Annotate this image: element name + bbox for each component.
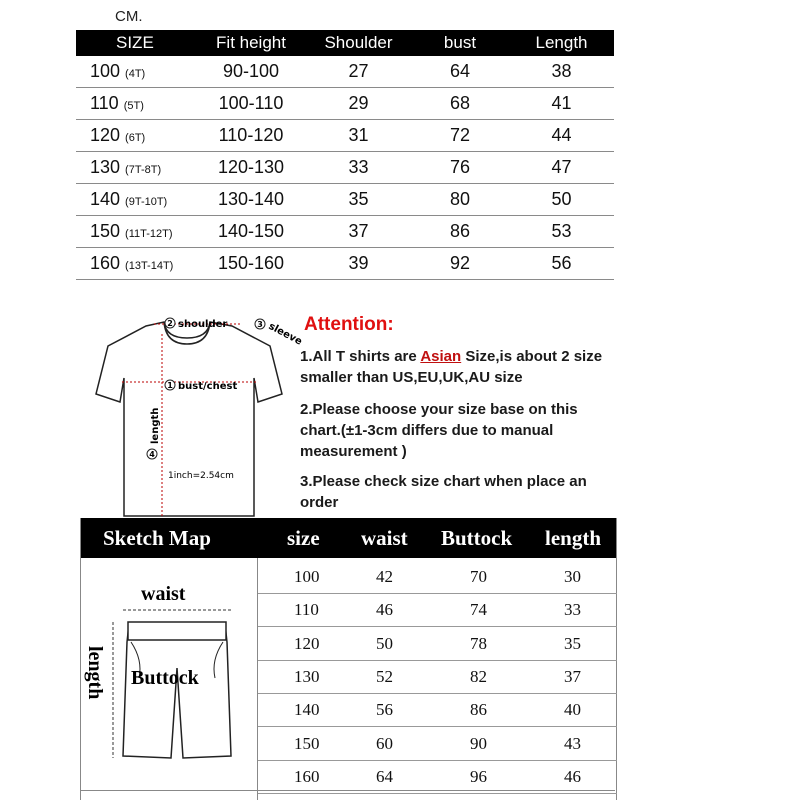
length-cell: 33: [564, 600, 581, 620]
buttock-cell: 74: [470, 600, 487, 620]
size-cell: 150: [294, 733, 320, 753]
waist-label: waist: [141, 583, 186, 605]
attention-item-3: 3.Please check size chart when place an order: [300, 473, 587, 511]
length-cell: 37: [564, 666, 581, 686]
sleeve-label: sleeve: [266, 320, 304, 348]
size-value: 100: [90, 61, 121, 81]
table-row: [258, 560, 617, 594]
attention-item-1-text: 1.All T shirts are: [300, 348, 421, 365]
table-row: [76, 152, 614, 184]
table-bottom-border: [80, 790, 615, 791]
header-bust: bust: [411, 30, 509, 56]
waist-cell: 50: [376, 633, 393, 653]
table-header-row: [76, 30, 614, 56]
header-size: SIZE: [76, 30, 196, 56]
size-value: 150: [90, 221, 121, 241]
table-row: [258, 660, 617, 694]
size-cell: 110: [294, 600, 319, 620]
bust-cell: 76: [411, 152, 509, 184]
shorts-waistband: [128, 622, 226, 640]
unit-label: CM.: [115, 8, 143, 25]
table-row: [76, 88, 614, 120]
table-row: [258, 727, 617, 761]
table-row: [258, 760, 617, 794]
buttock-label: Buttock: [131, 667, 199, 689]
fit-height-cell: 110-120: [196, 120, 306, 152]
header-size: size: [287, 526, 320, 550]
marker-2-num: 2: [167, 319, 173, 328]
table-row: [76, 184, 614, 216]
shoulder-cell: 37: [306, 216, 411, 248]
size-cell: 100: [294, 567, 320, 586]
buttock-cell: 70: [470, 567, 487, 586]
fit-height-cell: 130-140: [196, 184, 306, 216]
shoulder-label: shoulder: [178, 319, 228, 330]
size-cell: 120: [294, 633, 320, 653]
buttock-cell: 78: [470, 633, 487, 653]
shorts-length-label: length: [84, 646, 106, 700]
size-cell: [76, 120, 196, 152]
marker-4-num: 4: [149, 450, 155, 459]
length-cell: 35: [564, 633, 581, 653]
attention-item-1: [300, 346, 620, 388]
attention-item-1-rest: Size,is about 2 size smaller than US,EU,UK,AU size: [300, 348, 603, 386]
table-row: [76, 120, 614, 152]
length-cell: 30: [564, 567, 581, 586]
buttock-cell: 82: [470, 666, 487, 686]
fit-height-cell: 100-110: [196, 88, 306, 120]
age-value: (9T-10T): [125, 196, 168, 208]
size-cell: [76, 56, 196, 88]
header-length: Length: [509, 30, 614, 56]
size-cell: [76, 152, 196, 184]
marker-3-num: 3: [257, 320, 263, 329]
bust-cell: 68: [411, 88, 509, 120]
age-value: (7T-8T): [125, 164, 162, 176]
header-fit-height: Fit height: [196, 30, 306, 56]
table-row: [258, 693, 617, 727]
size-cell: 160: [294, 766, 320, 786]
age-value: (6T): [125, 132, 146, 144]
size-cell: [76, 88, 196, 120]
shorts-outline: [123, 624, 231, 758]
size-value: 130: [90, 157, 121, 177]
buttock-cell: 96: [470, 766, 487, 786]
header-buttock: Buttock: [441, 526, 513, 550]
tshirt-size-table: [76, 30, 614, 280]
table-row: [76, 216, 614, 248]
table-row: [258, 593, 617, 627]
shorts-size-table: [80, 518, 617, 800]
length-cell: 53: [509, 216, 614, 248]
size-value: 120: [90, 125, 121, 145]
shoulder-cell: 31: [306, 120, 411, 152]
tshirt-sketch: [82, 316, 304, 521]
size-cell: [76, 184, 196, 216]
fit-height-cell: 150-160: [196, 248, 306, 280]
length-cell: 56: [509, 248, 614, 280]
size-value: 160: [90, 253, 121, 273]
shorts-size-grid: [257, 558, 617, 800]
table-row: [76, 56, 614, 88]
header-waist: waist: [361, 526, 408, 550]
marker-1-num: 1: [167, 381, 173, 390]
waist-cell: 42: [376, 567, 393, 586]
shoulder-cell: 35: [306, 184, 411, 216]
attention-title: Attention:: [304, 314, 394, 335]
size-value: 140: [90, 189, 121, 209]
age-value: (13T-14T): [125, 260, 174, 272]
length-cell: 50: [509, 184, 614, 216]
attention-item-2: 2.Please choose your size base on this chart.(±1-3cm differs due to manual measurement ): [300, 401, 578, 460]
waist-cell: 46: [376, 600, 393, 620]
buttock-cell: 90: [470, 733, 487, 753]
fit-height-cell: 90-100: [196, 56, 306, 88]
age-value: (11T-12T): [125, 228, 173, 240]
shorts-table-header: [81, 518, 616, 558]
table-row: [76, 248, 614, 280]
shoulder-cell: 33: [306, 152, 411, 184]
buttock-cell: 86: [470, 700, 487, 720]
length-cell: 47: [509, 152, 614, 184]
size-cell: [76, 216, 196, 248]
bust-label: bust/chest: [178, 381, 238, 392]
bust-cell: 72: [411, 120, 509, 152]
waist-cell: 52: [376, 666, 393, 686]
header-sketch-map: Sketch Map: [103, 526, 211, 550]
header-shoulder: Shoulder: [306, 30, 411, 56]
shoulder-cell: 29: [306, 88, 411, 120]
size-cell: 140: [294, 700, 320, 720]
length-cell: 40: [564, 700, 581, 720]
tshirt-outline: [96, 322, 282, 516]
size-cell: [76, 248, 196, 280]
bust-cell: 86: [411, 216, 509, 248]
shorts-sketch: [81, 560, 257, 800]
bust-cell: 92: [411, 248, 509, 280]
age-value: (4T): [125, 68, 146, 80]
header-length: length: [545, 526, 602, 550]
length-cell: 41: [509, 88, 614, 120]
asian-highlight: Asian: [420, 348, 462, 365]
length-cell: 44: [509, 120, 614, 152]
table-row: [258, 627, 617, 661]
length-label: length: [150, 407, 161, 444]
bust-cell: 64: [411, 56, 509, 88]
length-cell: 38: [509, 56, 614, 88]
age-value: (5T): [123, 100, 144, 112]
bust-cell: 80: [411, 184, 509, 216]
waist-cell: 56: [376, 700, 393, 720]
fit-height-cell: 120-130: [196, 152, 306, 184]
shoulder-cell: 27: [306, 56, 411, 88]
length-cell: 43: [564, 733, 581, 753]
inch-conversion-label: 1inch=2.54cm: [168, 471, 234, 481]
shoulder-cell: 39: [306, 248, 411, 280]
waist-cell: 64: [376, 766, 393, 786]
fit-height-cell: 140-150: [196, 216, 306, 248]
length-cell: 46: [564, 766, 581, 786]
waist-cell: 60: [376, 733, 393, 753]
size-cell: 130: [294, 666, 320, 686]
size-value: 110: [90, 93, 119, 113]
